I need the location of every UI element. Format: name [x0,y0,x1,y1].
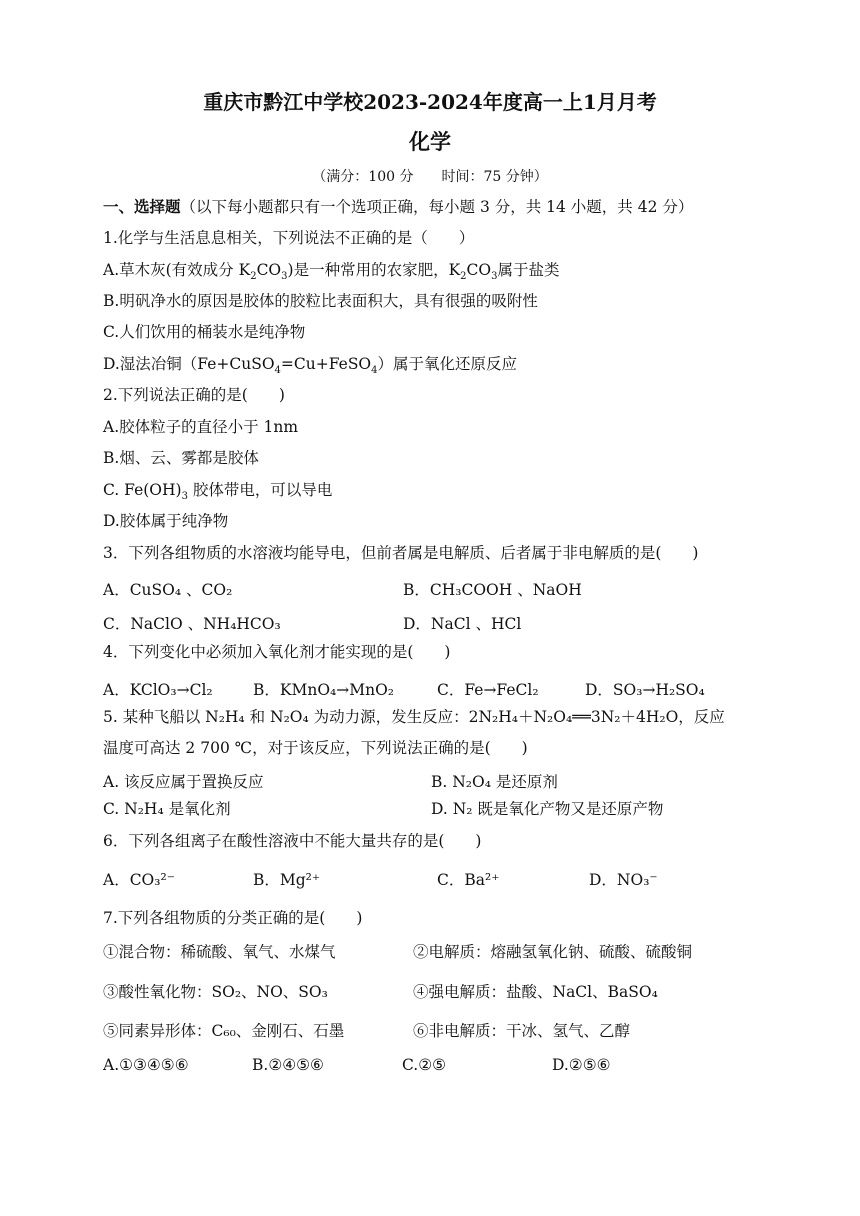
q1-option-a: A.草木灰(有效成分 $K_2CO_3$)是一种常用的农家肥，$K_2CO_3$属于盐类 [103,261,560,283]
q1-stem: 1.化学与生活息息相关，下列说法不正确的是（ ） [103,229,475,247]
q7-item-6: ⑥非电解质：干冰、氢气、乙醇 [413,1022,631,1040]
q5-option-a: A. 该反应属于置换反应 [103,773,264,791]
q4-option-d: D．SO₃→H₂SO₄ [585,681,705,699]
q3-option-b: B．CH₃COOH 、NaOH [403,581,582,599]
q4-stem: 4．下列变化中必须加入氧化剂才能实现的是( ) [103,643,451,661]
q1-option-d: D.湿法冶铜（Fe+CuSO$_4$=Cu+FeSO$_4$）属于氧化还原反应 [103,355,518,377]
q7-item-3: ③酸性氧化物：SO₂、NO、SO₃ [103,983,328,1001]
q7-option-b: B.②④⑤⑥ [252,1056,324,1074]
q5-option-b: B. N₂O₄ 是还原剂 [431,773,558,791]
q7-item-5: ⑤同素异形体：C₆₀、金刚石、石墨 [103,1022,345,1040]
q3-option-d: D．NaCl 、HCl [403,615,522,633]
q1-option-b: B.明矾净水的原因是胶体的胶粒比表面积大，具有很强的吸附性 [103,292,538,310]
exam-info: （满分：100 分 时间：75 分钟） [312,169,548,185]
q3-stem: 3．下列各组物质的水溶液均能导电，但前者属是电解质、后者属于非电解质的是( ) [103,544,699,562]
q7-option-d: D.②⑤⑥ [552,1056,611,1074]
q5-option-d: D. N₂ 既是氧化产物又是还原产物 [431,800,664,818]
subject-title: 化学 [409,129,451,154]
q2-stem: 2.下列说法正确的是( ) [103,386,285,404]
q4-option-c: C．Fe→FeCl₂ [437,681,539,699]
q4-option-a: A．KClO₃→Cl₂ [103,681,213,699]
q4-option-b: B．KMnO₄→MnO₂ [253,681,395,699]
q3-option-c: C．NaClO 、NH₄HCO₃ [103,615,281,633]
q7-item-2: ②电解质：熔融氢氧化钠、硫酸、硫酸铜 [413,943,693,961]
q7-item-1: ①混合物：稀硫酸、氧气、水煤气 [103,943,336,961]
q3-option-a: A．CuSO₄ 、CO₂ [103,581,233,599]
q2-option-d: D.胶体属于纯净物 [103,512,229,530]
q6-option-a: A．CO₃²⁻ [103,871,175,889]
section-note: （以下每小题都只有一个选项正确，每小题 3 分，共 14 小题，共 42 分） [180,198,694,216]
q6-option-c: C．Ba²⁺ [437,871,500,889]
exam-title: 重庆市黔江中学校2023-2024年度高一上1月月考 [203,90,657,114]
q2-option-a: A.胶体粒子的直径小于 1nm [103,418,299,436]
q2-option-c: C. $Fe(OH)_3$ 胶体带电，可以导电 [103,481,333,503]
q5-stem-line1: 5. 某种飞船以 N₂H₄ 和 N₂O₄ 为动力源，发生反应：2N₂H₄＋N₂O₄══3N₂＋4H₂O，反应 [103,708,725,726]
q5-option-c: C. N₂H₄ 是氧化剂 [103,800,231,818]
section-heading [103,197,693,217]
q1-option-c: C.人们饮用的桶装水是纯净物 [103,323,306,341]
q7-option-c: C.②⑤ [402,1056,447,1074]
q6-option-d: D．NO₃⁻ [589,871,658,889]
section-title: 一、选择题 [103,197,181,216]
q7-stem: 7.下列各组物质的分类正确的是( ) [103,909,363,927]
q7-option-a: A.①③④⑤⑥ [103,1056,189,1074]
q6-stem: 6．下列各组离子在酸性溶液中不能大量共存的是( ) [103,832,482,850]
q5-stem-line2: 温度可高达 2 700 ℃，对于该反应，下列说法正确的是( ) [103,739,528,757]
q2-option-b: B.烟、云、雾都是胶体 [103,449,259,467]
q6-option-b: B．Mg²⁺ [253,871,321,889]
q7-item-4: ④强电解质：盐酸、NaCl、BaSO₄ [413,983,658,1001]
